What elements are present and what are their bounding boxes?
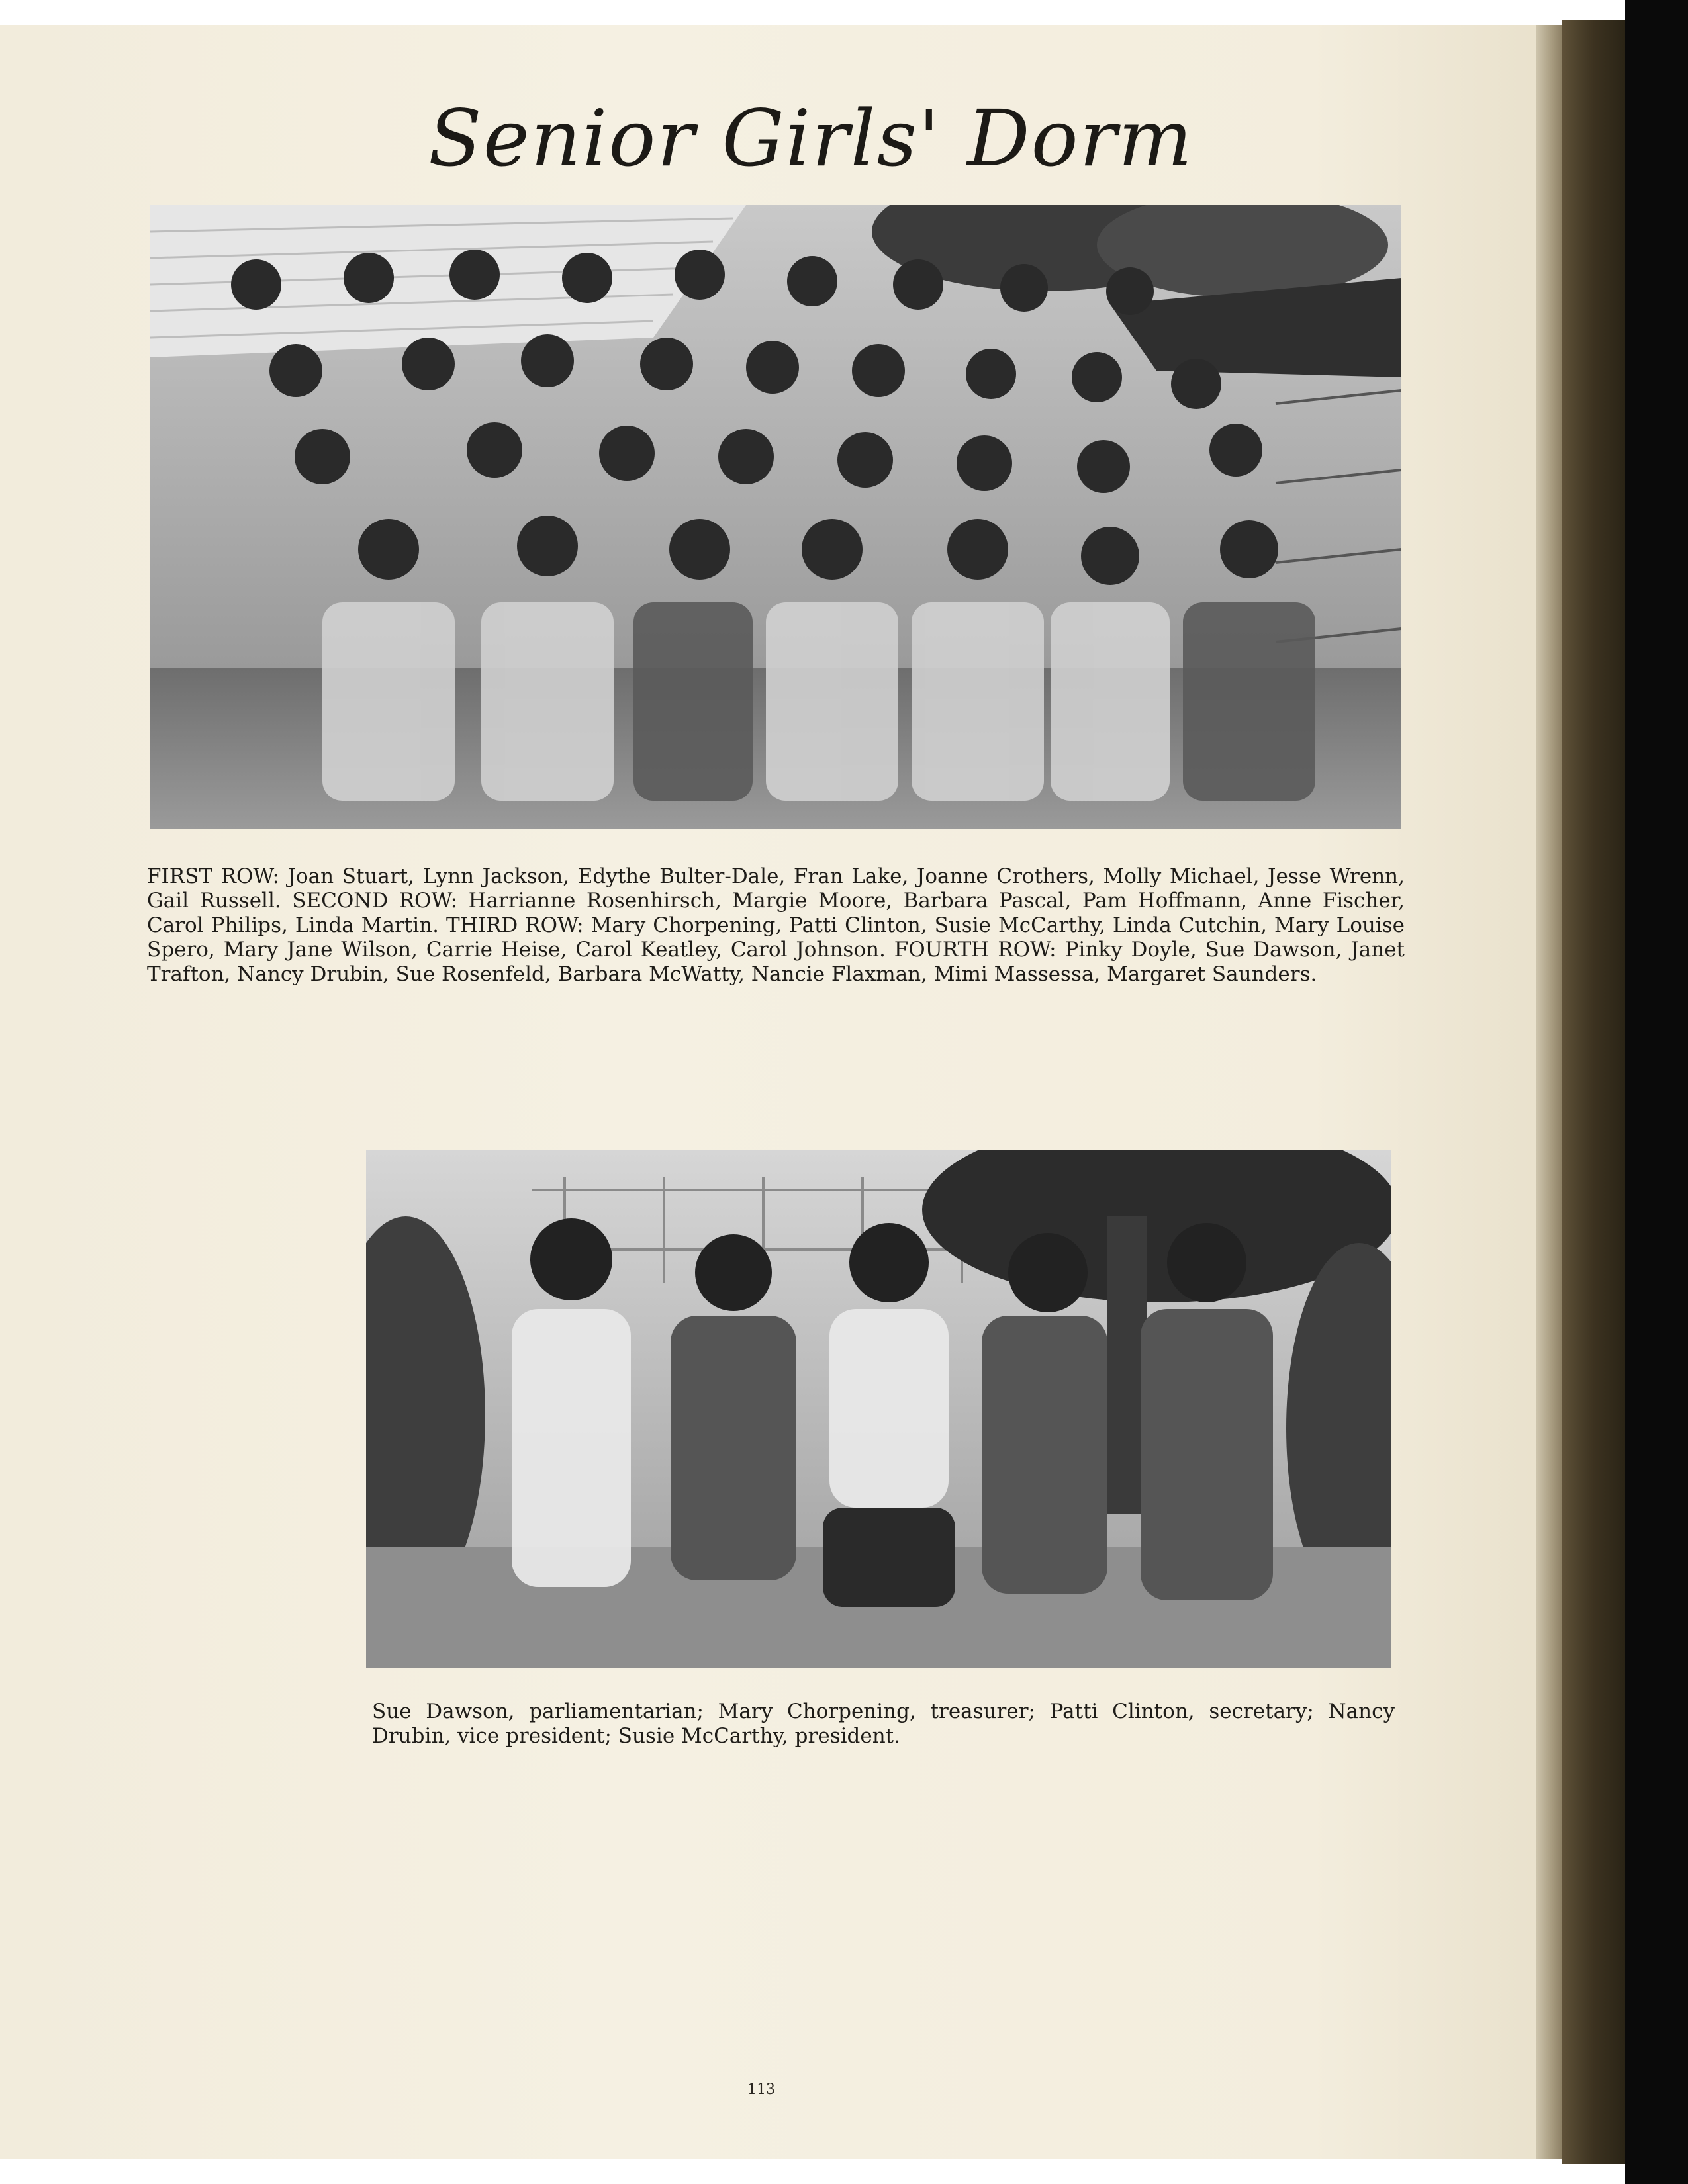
group-photo-icon (150, 205, 1401, 829)
page-title: Senior Girls' Dorm (428, 93, 1194, 184)
book-cover-edge (1562, 20, 1625, 2164)
group-photo-caption: FIRST ROW: Joan Stuart, Lynn Jackson, Edythe Bulter-Dale, Fran Lake, Joanne Crothers, Molly Michael, Jesse Wrenn, Gail Russell. SECOND ROW: Harrianne Rosenhirsch, Margie Moore, Barbara Pascal, Pam Hoffmann, Anne Fischer, Carol Philips, Linda Martin. THIRD ROW: Mary Chorpening, Patti Clinton, Susie McCarthy, Linda Cutchin, Mary Louise Spero, Mary Jane Wilson, Carrie Heise, Carol Keatley, Carol Johnson. FOURTH ROW: Pinky Doyle, Sue Dawson, Janet Trafton, Nancy Drubin, Sue Rosenfeld, Barbara McWatty, Nancie Flaxman, Mimi Massessa, Margaret Saunders. (147, 864, 1405, 986)
group-photo (150, 205, 1401, 829)
scan-background (1625, 0, 1688, 2184)
officers-photo-caption: Sue Dawson, parliamentarian; Mary Chorpening, treasurer; Patti Clinton, secretary; Nancy Drubin, vice president; Susie McCarthy, president. (372, 1700, 1395, 1748)
officers-photo-icon (366, 1150, 1391, 1668)
book-spine (1536, 25, 1562, 2159)
page-number: 113 (747, 2081, 775, 2098)
officers-photo (366, 1150, 1391, 1668)
